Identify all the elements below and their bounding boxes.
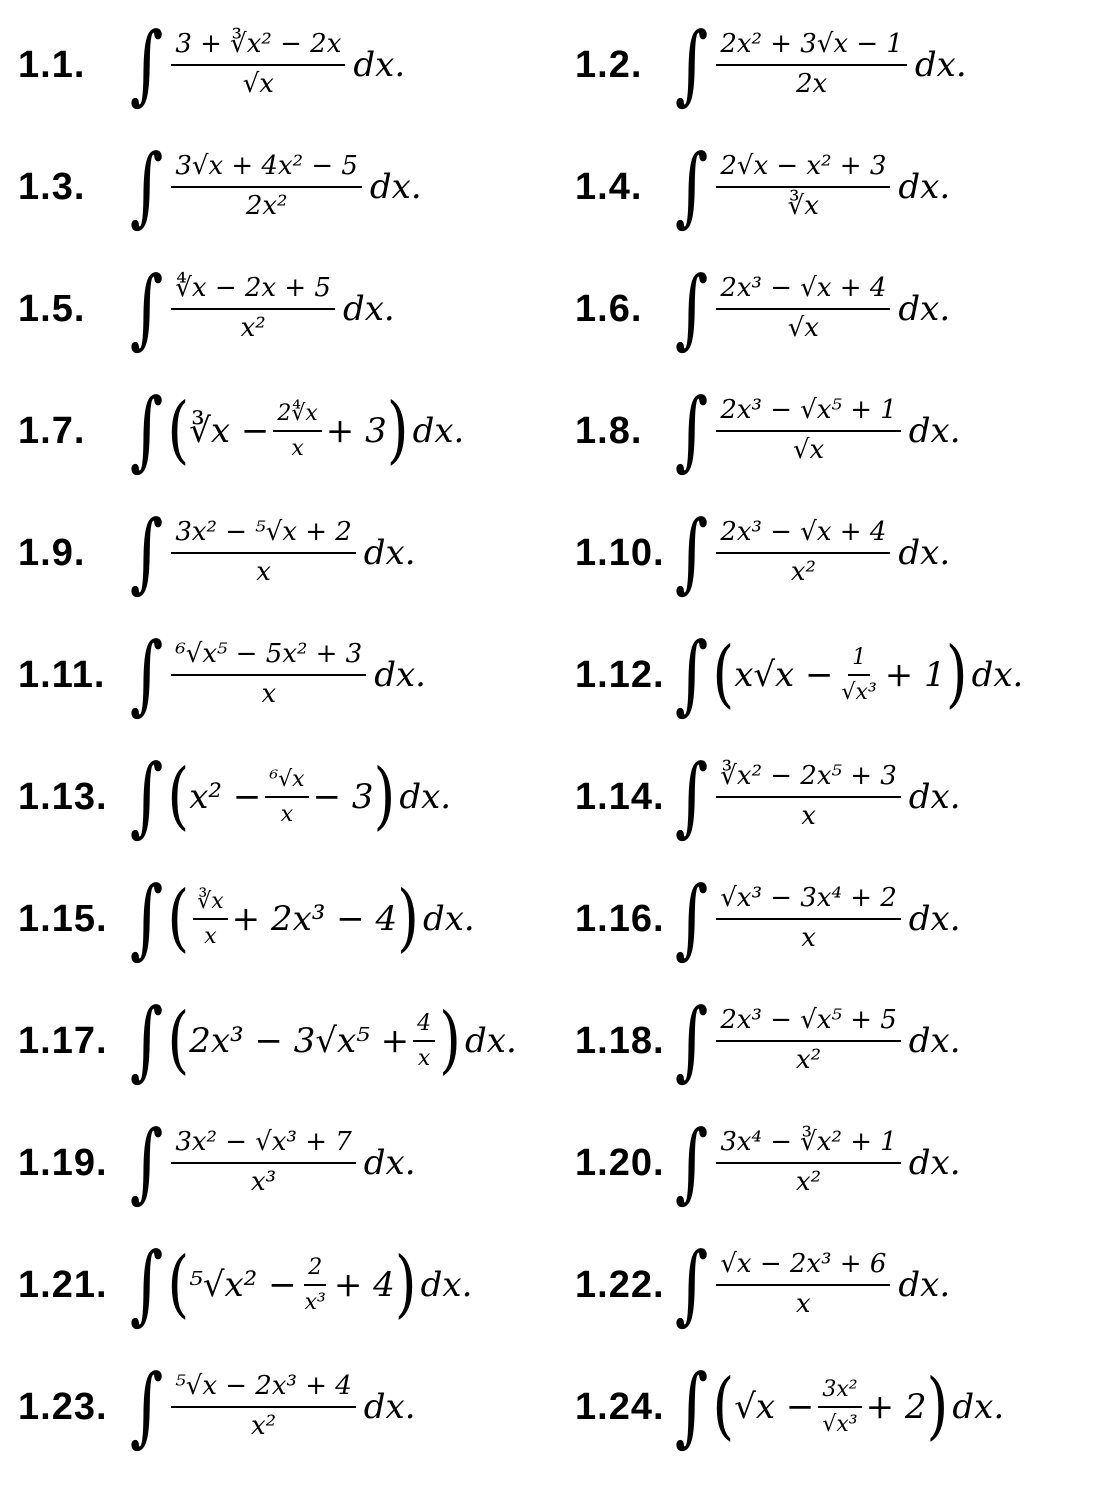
integral-expression bbox=[130, 747, 452, 847]
problem-number: 1.9. bbox=[18, 531, 86, 574]
problem-item bbox=[575, 381, 961, 481]
integral-expression bbox=[675, 381, 961, 481]
term-after: − 3 bbox=[312, 777, 374, 817]
problem-number: 1.22. bbox=[575, 1263, 665, 1306]
left-paren: ( bbox=[167, 388, 190, 473]
integral-sign: ∫ bbox=[130, 381, 164, 481]
integral-expression bbox=[130, 991, 517, 1091]
fraction-denominator: √x³ bbox=[841, 680, 877, 705]
fraction bbox=[413, 1011, 435, 1072]
integral-sign: ∫ bbox=[675, 1235, 709, 1335]
problem-number: 1.19. bbox=[18, 1141, 108, 1184]
differential: dx. bbox=[908, 777, 961, 817]
problem-number: 1.2. bbox=[575, 43, 643, 86]
problem-item bbox=[18, 381, 464, 481]
fraction-denominator: x³ bbox=[304, 1290, 326, 1315]
integral-expression bbox=[675, 869, 961, 969]
term-after: + 4 bbox=[333, 1265, 395, 1305]
fraction bbox=[171, 1372, 355, 1442]
fraction-numerator: 2x³ − √x⁵ + 1 bbox=[716, 396, 900, 432]
problem-item bbox=[575, 15, 967, 115]
fraction-numerator: 2x³ − √x⁵ + 5 bbox=[716, 1006, 900, 1042]
term-before: x√x − bbox=[734, 655, 834, 695]
fraction-numerator: 2x³ − √x + 4 bbox=[716, 274, 890, 310]
fraction-denominator: x bbox=[801, 923, 816, 953]
fraction bbox=[716, 1128, 900, 1198]
integral-expression bbox=[675, 259, 951, 359]
integral-expression bbox=[130, 1357, 416, 1457]
differential: dx. bbox=[908, 1021, 961, 1061]
term-before: ⁵√x² − bbox=[189, 1265, 297, 1305]
integral-sign: ∫ bbox=[130, 503, 164, 603]
fraction bbox=[171, 152, 362, 222]
fraction bbox=[171, 640, 366, 710]
differential: dx. bbox=[399, 777, 452, 817]
problem-number: 1.6. bbox=[575, 287, 643, 330]
fraction-denominator: √x bbox=[787, 313, 819, 343]
problem-item bbox=[575, 1113, 961, 1213]
integral-sign: ∫ bbox=[675, 15, 709, 115]
integral-expression bbox=[675, 15, 967, 115]
integral-sign: ∫ bbox=[130, 1113, 164, 1213]
fraction-denominator: x bbox=[801, 801, 816, 831]
integral-expression bbox=[130, 137, 422, 237]
problem-number: 1.24. bbox=[575, 1385, 665, 1428]
problem-item bbox=[575, 625, 1023, 725]
integral-expression bbox=[130, 1113, 416, 1213]
fraction-denominator: x bbox=[204, 924, 217, 949]
problem-number: 1.17. bbox=[18, 1019, 108, 1062]
fraction bbox=[265, 767, 308, 828]
differential: dx. bbox=[342, 289, 395, 329]
fraction bbox=[171, 274, 335, 344]
integral-sign: ∫ bbox=[130, 137, 164, 237]
fraction-numerator: 3x² bbox=[818, 1377, 861, 1408]
differential: dx. bbox=[898, 533, 951, 573]
problem-number: 1.21. bbox=[18, 1263, 108, 1306]
integral-sign: ∫ bbox=[130, 869, 164, 969]
differential: dx. bbox=[363, 533, 416, 573]
integral-sign: ∫ bbox=[130, 1235, 164, 1335]
problem-number: 1.23. bbox=[18, 1385, 108, 1428]
differential: dx. bbox=[952, 1387, 1005, 1427]
integral-sign: ∫ bbox=[675, 625, 709, 725]
problem-item bbox=[18, 15, 405, 115]
differential: dx. bbox=[422, 899, 475, 939]
fraction-numerator: 3√x + 4x² − 5 bbox=[171, 152, 362, 188]
integral-sign: ∫ bbox=[130, 1357, 164, 1457]
fraction bbox=[818, 1377, 861, 1438]
fraction-numerator: 3x⁴ − ∛x² + 1 bbox=[716, 1128, 900, 1164]
problem-item bbox=[18, 747, 451, 847]
term-after: + 1 bbox=[884, 655, 946, 695]
fraction bbox=[171, 30, 345, 100]
integral-expression bbox=[675, 991, 961, 1091]
fraction-numerator: 2√x − x² + 3 bbox=[716, 152, 890, 188]
integral-expression bbox=[675, 503, 951, 603]
problem-item bbox=[575, 1235, 950, 1335]
problem-number: 1.12. bbox=[575, 653, 665, 696]
integral-expression bbox=[130, 381, 465, 481]
fraction-numerator: ⁵√x − 2x³ + 4 bbox=[171, 1372, 355, 1408]
fraction-denominator: x bbox=[256, 557, 271, 587]
differential: dx. bbox=[369, 167, 422, 207]
right-paren: ) bbox=[397, 876, 419, 961]
fraction bbox=[716, 396, 900, 466]
right-paren: ) bbox=[945, 632, 968, 717]
fraction-denominator: x² bbox=[790, 557, 816, 587]
integral-expression bbox=[130, 15, 406, 115]
problem-item bbox=[18, 1235, 472, 1335]
fraction-numerator: 2∜x bbox=[273, 401, 321, 432]
term-before: 2x³ − 3√x⁵ + bbox=[189, 1021, 410, 1061]
fraction-denominator: x bbox=[796, 1289, 811, 1319]
integral-sign: ∫ bbox=[675, 1113, 709, 1213]
right-paren: ) bbox=[386, 388, 409, 473]
problem-item bbox=[18, 137, 422, 237]
differential: dx. bbox=[363, 1143, 416, 1183]
fraction-numerator: 2 bbox=[304, 1255, 326, 1286]
fraction-denominator: ∛x bbox=[787, 191, 819, 221]
problem-item bbox=[575, 991, 961, 1091]
fraction-numerator: 2x² + 3√x − 1 bbox=[716, 30, 907, 66]
problem-number: 1.7. bbox=[18, 409, 86, 452]
fraction-denominator: √x bbox=[792, 435, 825, 465]
problem-item bbox=[575, 1357, 1004, 1457]
fraction-numerator: 1 bbox=[848, 645, 870, 676]
fraction-denominator: x bbox=[280, 802, 294, 827]
fraction-numerator: √x − 2x³ + 6 bbox=[716, 1250, 890, 1286]
problem-item bbox=[575, 137, 950, 237]
fraction-numerator: 3 + ∛x² − 2x bbox=[171, 30, 345, 66]
problem-number: 1.5. bbox=[18, 287, 86, 330]
problem-number: 1.4. bbox=[575, 165, 643, 208]
problem-number: 1.8. bbox=[575, 409, 643, 452]
integral-expression bbox=[675, 137, 951, 237]
integral-sign: ∫ bbox=[675, 869, 709, 969]
fraction bbox=[838, 645, 881, 706]
integral-sign: ∫ bbox=[130, 747, 164, 847]
differential: dx. bbox=[353, 45, 406, 85]
fraction-denominator: x bbox=[417, 1046, 431, 1071]
problem-number: 1.11. bbox=[18, 653, 106, 696]
right-paren: ) bbox=[926, 1364, 949, 1449]
differential: dx. bbox=[908, 899, 961, 939]
integral-sign: ∫ bbox=[675, 381, 709, 481]
fraction-numerator: 3x² − ⁵√x + 2 bbox=[171, 518, 355, 554]
problem-item bbox=[575, 503, 950, 603]
fraction-denominator: x² bbox=[796, 1045, 822, 1075]
fraction bbox=[301, 1255, 330, 1316]
fraction bbox=[716, 518, 890, 588]
differential: dx. bbox=[363, 1387, 416, 1427]
fraction bbox=[273, 401, 321, 462]
fraction-numerator: ∛x bbox=[193, 889, 227, 920]
problem-item bbox=[18, 869, 475, 969]
problem-item bbox=[18, 625, 426, 725]
problem-item bbox=[575, 747, 961, 847]
integral-sign: ∫ bbox=[675, 137, 709, 237]
fraction bbox=[716, 152, 890, 222]
integral-expression bbox=[130, 259, 395, 359]
fraction-denominator: x bbox=[291, 436, 304, 461]
integral-expression bbox=[675, 1113, 961, 1213]
fraction bbox=[716, 762, 900, 832]
integral-sign: ∫ bbox=[675, 1357, 709, 1457]
fraction-denominator: x bbox=[261, 679, 277, 709]
right-paren: ) bbox=[373, 754, 396, 839]
left-paren: ( bbox=[712, 1364, 735, 1449]
term-after: + 3 bbox=[325, 411, 387, 451]
fraction-numerator: ∜x − 2x + 5 bbox=[171, 274, 335, 310]
problem-item bbox=[18, 503, 416, 603]
fraction-numerator: 4 bbox=[413, 1011, 435, 1042]
fraction-numerator: √x³ − 3x⁴ + 2 bbox=[716, 884, 900, 920]
integral-expression bbox=[130, 625, 426, 725]
fraction-denominator: x³ bbox=[251, 1167, 277, 1197]
fraction-denominator: x² bbox=[796, 1167, 822, 1197]
fraction-denominator: 2x bbox=[796, 69, 828, 99]
integral-sign: ∫ bbox=[130, 625, 164, 725]
term-after: + 2x³ − 4 bbox=[231, 899, 398, 939]
problem-number: 1.15. bbox=[18, 897, 108, 940]
integral-sign: ∫ bbox=[675, 991, 709, 1091]
differential: dx. bbox=[971, 655, 1024, 695]
differential: dx. bbox=[898, 1265, 951, 1305]
left-paren: ( bbox=[167, 998, 190, 1083]
problem-number: 1.10. bbox=[575, 531, 665, 574]
differential: dx. bbox=[465, 1021, 517, 1061]
right-paren: ) bbox=[394, 1242, 417, 1327]
integral-sign: ∫ bbox=[675, 259, 709, 359]
problem-number: 1.16. bbox=[575, 897, 665, 940]
problem-item bbox=[18, 991, 517, 1091]
problem-item bbox=[575, 869, 961, 969]
fraction bbox=[193, 889, 227, 950]
fraction-numerator: ⁶√x bbox=[265, 767, 308, 798]
fraction bbox=[171, 518, 355, 588]
integral-sign: ∫ bbox=[130, 15, 164, 115]
term-after: + 2 bbox=[865, 1387, 927, 1427]
integral-expression bbox=[130, 869, 475, 969]
differential: dx. bbox=[914, 45, 967, 85]
problem-number: 1.14. bbox=[575, 775, 665, 818]
term-before: x² − bbox=[189, 777, 262, 817]
differential: dx. bbox=[908, 1143, 961, 1183]
problem-number: 1.20. bbox=[575, 1141, 665, 1184]
fraction-denominator: x² bbox=[251, 1411, 277, 1441]
fraction bbox=[716, 884, 900, 954]
differential: dx. bbox=[374, 655, 426, 695]
differential: dx. bbox=[898, 167, 951, 207]
left-paren: ( bbox=[167, 1242, 190, 1327]
differential: dx. bbox=[908, 411, 961, 451]
differential: dx. bbox=[898, 289, 951, 329]
fraction bbox=[171, 1128, 355, 1198]
integral-sign: ∫ bbox=[675, 503, 709, 603]
problem-item bbox=[18, 1113, 416, 1213]
problem-number: 1.3. bbox=[18, 165, 86, 208]
problem-item bbox=[575, 259, 950, 359]
differential: dx. bbox=[412, 411, 465, 451]
term-before: √x − bbox=[734, 1387, 815, 1427]
problem-number: 1.1. bbox=[18, 43, 86, 86]
integral-expression bbox=[130, 1235, 473, 1335]
integral-expression bbox=[130, 503, 416, 603]
problem-item bbox=[18, 1357, 416, 1457]
problem-number: 1.18. bbox=[575, 1019, 665, 1062]
fraction bbox=[716, 274, 890, 344]
fraction-denominator: x² bbox=[240, 313, 266, 343]
integral-expression bbox=[675, 747, 961, 847]
differential: dx. bbox=[420, 1265, 473, 1305]
fraction-numerator: ∛x² − 2x⁵ + 3 bbox=[716, 762, 900, 798]
fraction-numerator: 2x³ − √x + 4 bbox=[716, 518, 890, 554]
fraction-denominator: √x bbox=[242, 69, 274, 99]
integral-expression bbox=[675, 1357, 1005, 1457]
term-before: ∛x − bbox=[189, 411, 270, 451]
problem-item bbox=[18, 259, 395, 359]
right-paren: ) bbox=[439, 998, 461, 1083]
fraction-numerator: ⁶√x⁵ − 5x² + 3 bbox=[171, 640, 366, 676]
integral-expression bbox=[675, 625, 1024, 725]
integral-expression bbox=[675, 1235, 951, 1335]
fraction bbox=[716, 30, 907, 100]
problem-number: 1.13. bbox=[18, 775, 108, 818]
fraction-numerator: 3x² − √x³ + 7 bbox=[171, 1128, 355, 1164]
integral-sign: ∫ bbox=[130, 259, 164, 359]
fraction bbox=[716, 1006, 900, 1076]
fraction bbox=[716, 1250, 890, 1320]
fraction-denominator: √x³ bbox=[822, 1412, 858, 1437]
fraction-denominator: 2x² bbox=[245, 191, 288, 221]
left-paren: ( bbox=[712, 632, 735, 717]
left-paren: ( bbox=[167, 754, 190, 839]
left-paren: ( bbox=[167, 876, 190, 961]
integral-sign: ∫ bbox=[130, 991, 164, 1091]
integral-sign: ∫ bbox=[675, 747, 709, 847]
